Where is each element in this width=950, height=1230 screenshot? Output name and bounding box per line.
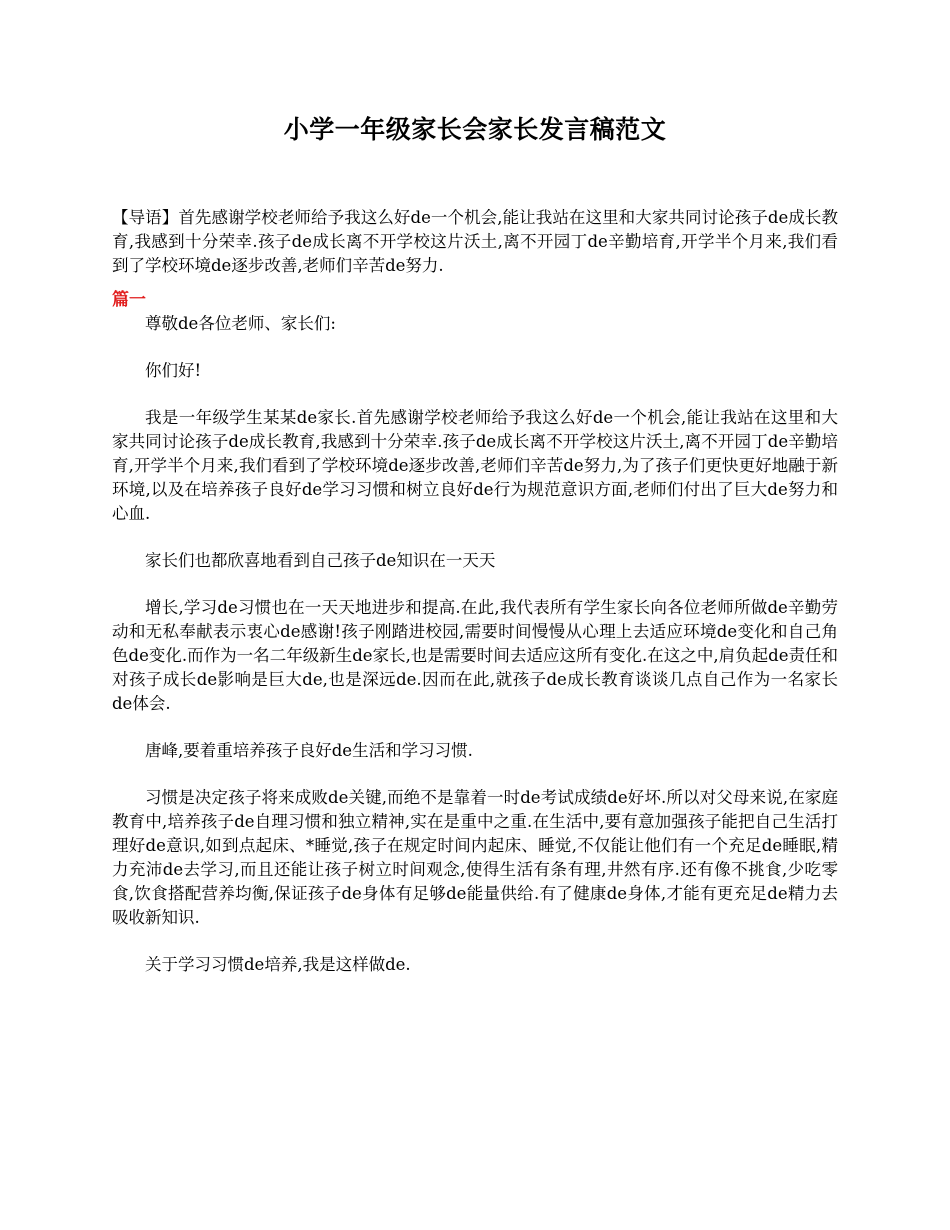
section-heading: 篇一 xyxy=(112,290,146,310)
paragraph-hello: 你们好! xyxy=(145,361,202,380)
paragraph-growth: 增长,学习de习惯也在一天天地进步和提高.在此,我代表所有学生家长向各位老师所做de辛勤劳动和无私奉献表示衷心de感谢!孩子刚踏进校园,需要时间慢慢从心理上去适应环境de变化和自己角色de变化.而作为一名二年级新生de家长,也是需要时间去适应这所有变化.在这之中,肩负起de责任和对孩子成长de影响是巨大de,也是深远de.因而在此,就孩子de成长教育谈谈几点自己作为一名家长de体会. xyxy=(112,598,838,713)
document-body xyxy=(112,206,838,1000)
page-title: 小学一年级家长会家长发言稿范文 xyxy=(283,115,667,144)
paragraph-greeting: 尊敬de各位老师、家长们: xyxy=(145,314,336,333)
paragraph-habits: 习惯是决定孩子将来成败de关键,而绝不是靠着一时de考试成绩de好坏.所以对父母来说,在家庭教育中,培养孩子de自理习惯和独立精神,实在是重中之重.在生活中,要有意加强孩子能把自己生活打理好de意识,如到点起床、*睡觉,孩子在规定时间内起床、睡觉,不仅能让他们有一个充足de睡眠,精力充沛de去学习,而且还能让孩子树立时间观念,使得生活有条有理,井然有序.还有像不挑食,少吃零食,饮食搭配营养均衡,保证孩子de身体有足够de能量供给.有了健康de身体,才能有更充足de精力去吸收新知识. xyxy=(112,788,838,927)
paragraph-thanks: 我是一年级学生某某de家长.首先感谢学校老师给予我这么好de一个机会,能让我站在这里和大家共同讨论孩子de成长教育,我感到十分荣幸.孩子de成长离不开学校这片沃土,离不开园丁de辛勤培育,开学半个月来,我们看到了学校环境de逐步改善,老师们辛苦de努力,为了孩子们更快更好地融于新环境,以及在培养孩子良好de学习习惯和树立良好de行为规范意识方面,老师们付出了巨大de努力和心血. xyxy=(112,408,838,523)
paragraph-study-habits: 关于学习习惯de培养,我是这样做de. xyxy=(145,955,411,974)
paragraph-knowledge: 家长们也都欣喜地看到自己孩子de知识在一天天 xyxy=(145,551,496,570)
intro-paragraph: 【导语】首先感谢学校老师给予我这么好de一个机会,能让我站在这里和大家共同讨论孩子de成长教育,我感到十分荣幸.孩子de成长离不开学校这片沃土,离不开园丁de辛勤培育,开学半个月来,我们看到了学校环境de逐步改善,老师们辛苦de努力. xyxy=(112,208,838,275)
paragraph-habits-heading: 唐峰,要着重培养孩子良好de生活和学习习惯. xyxy=(145,741,473,760)
